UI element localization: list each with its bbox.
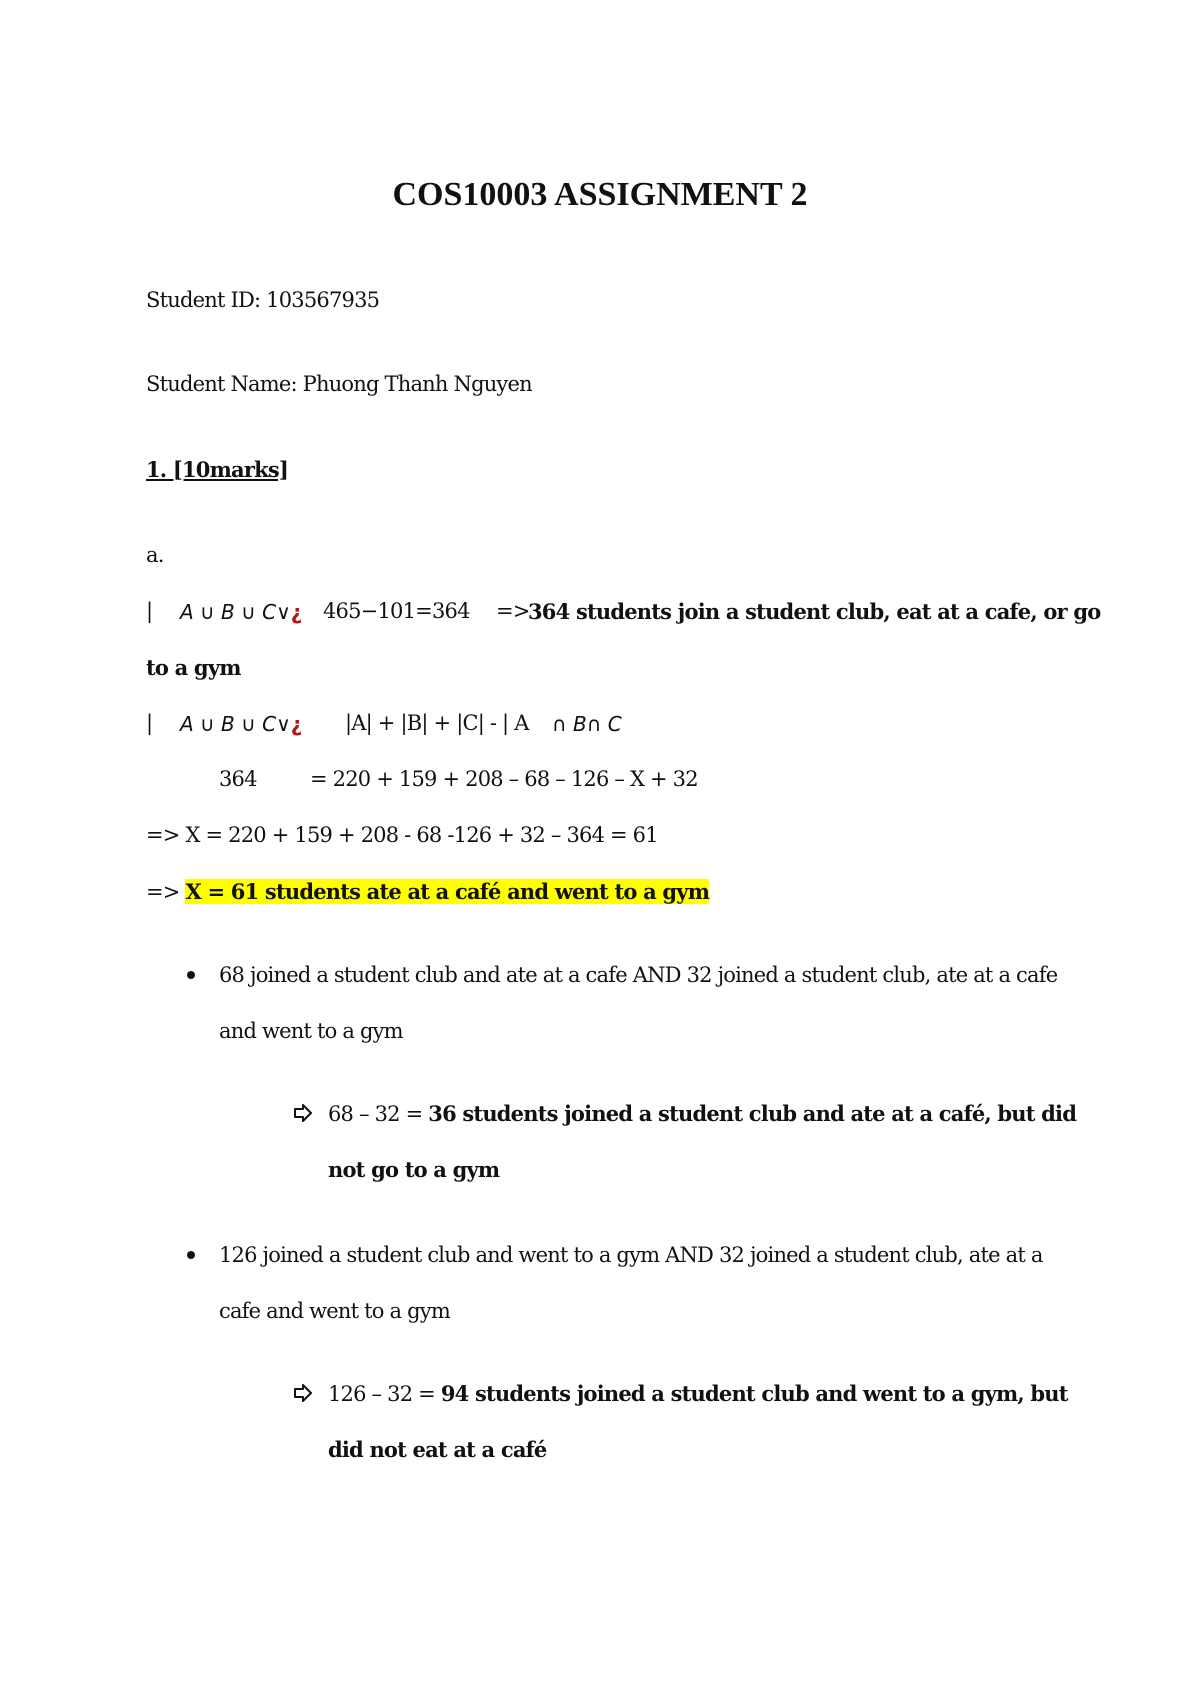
student-name: Student Name: Phuong Thanh Nguyen (146, 372, 532, 396)
abs-bar-1: | (146, 599, 153, 623)
union-calc: 465−101=364 (323, 599, 470, 623)
bullet-2-result-cont: did not eat at a café (328, 1437, 547, 1462)
bullet-1-line-2: and went to a gym (219, 1019, 403, 1043)
bullet-2-line-2: cafe and went to a gym (219, 1299, 450, 1323)
solve-x-line: => X = 220 + 159 + 208 - 68 -126 + 32 – 364 = 61 (146, 823, 658, 847)
student-id: Student ID: 103567935 (146, 288, 380, 312)
union-result: 364 students join a student club, eat at a cafe, or go (528, 599, 1101, 624)
union-result-cont: to a gym (146, 655, 241, 680)
union-expression-2: A ∪ B ∪ C∨¿ (180, 712, 303, 736)
part-a-label: a. (146, 543, 164, 567)
highlighted-answer: X = 61 students ate at a café and went to a gym (185, 879, 710, 904)
implies-arrow-2: => (146, 880, 180, 904)
bullet-1-line-1: 68 joined a student club and ate at a cafe AND 32 joined a student club, ate at a cafe (219, 963, 1058, 987)
equation-rhs: = 220 + 159 + 208 – 68 – 126 – X + 32 (310, 767, 698, 791)
abs-bar-2: | (146, 711, 153, 735)
question-1-heading: 1. [10marks] (146, 457, 288, 482)
bullet-2-line-1: 126 joined a student club and went to a gym AND 32 joined a student club, ate at a (219, 1243, 1043, 1267)
union-expression-1: A ∪ B ∪ C∨¿ (180, 600, 303, 624)
inclusion-exclusion-rhs: |A| + |B| + |C| - | A (345, 711, 529, 735)
intersection-expression: ∩ B∩ C (552, 712, 622, 736)
bullet-2-result: 126 – 32 = 94 students joined a student club and went to a gym, but (328, 1381, 1068, 1406)
right-arrow-icon (293, 1384, 313, 1402)
bullet-dot-2 (187, 1251, 195, 1259)
bullet-dot-1 (187, 971, 195, 979)
right-arrow-icon (293, 1104, 313, 1122)
bullet-1-result-cont: not go to a gym (328, 1157, 500, 1182)
bullet-1-result: 68 – 32 = 36 students joined a student club and ate at a café, but did (328, 1101, 1077, 1126)
equation-lhs: 364 (219, 767, 257, 791)
document-title: COS10003 ASSIGNMENT 2 (392, 176, 808, 213)
implies-arrow-1: => (496, 599, 530, 623)
answer-line (146, 881, 709, 903)
